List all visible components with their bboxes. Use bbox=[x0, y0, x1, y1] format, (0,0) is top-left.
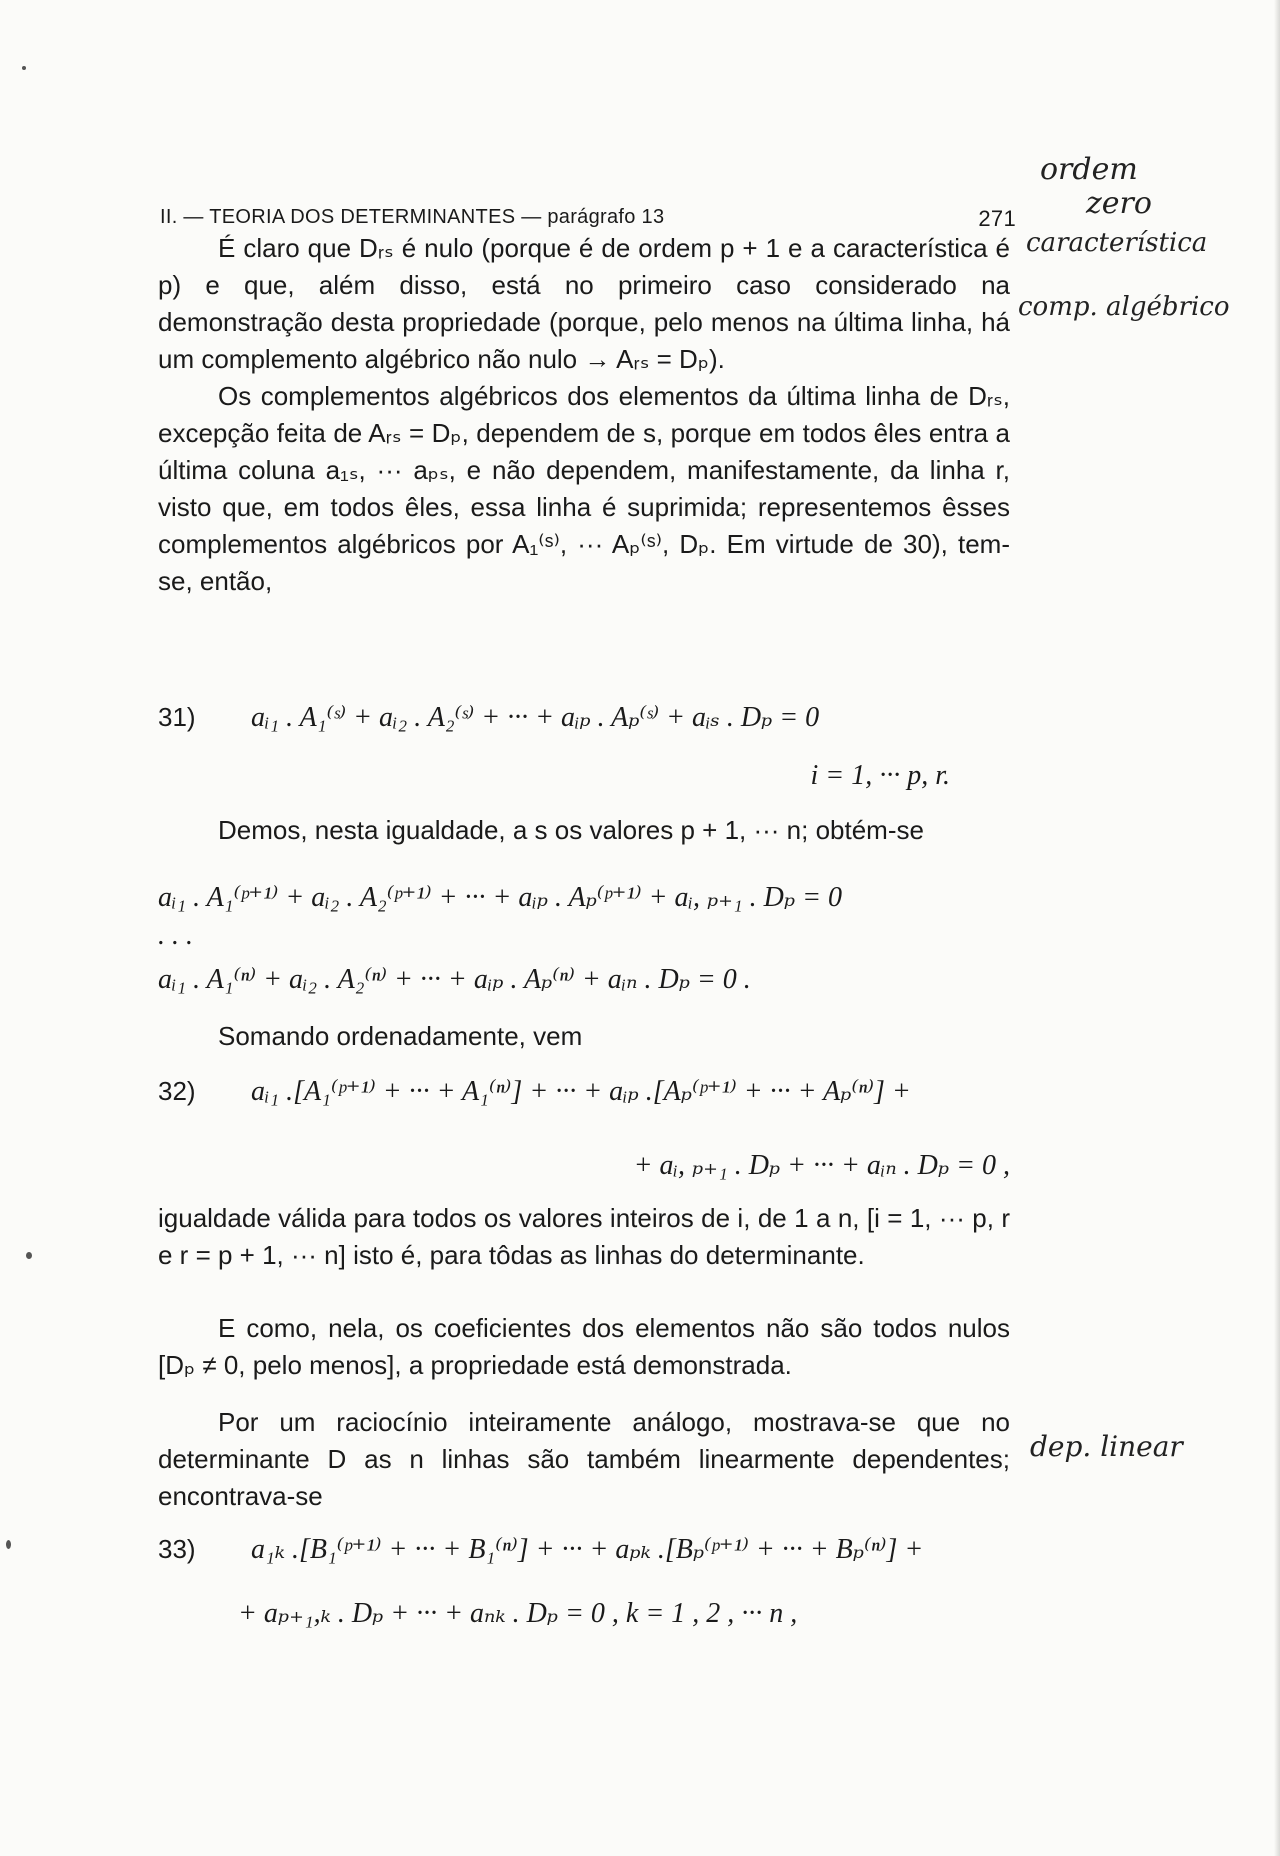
page-number: 271 bbox=[978, 206, 1016, 231]
page-edge-shadow bbox=[1274, 0, 1280, 1856]
equation-32-line1: aᵢ₁ .[A₁⁽ᵖ⁺¹⁾ + ··· + A₁⁽ⁿ⁾] + ··· + aᵢₚ .[Aₚ⁽ᵖ⁺¹⁾ + ··· + Aₚ⁽ⁿ⁾] + bbox=[251, 1076, 911, 1107]
equation-32-label: 32) bbox=[158, 1076, 196, 1106]
paragraph-6: E como, nela, os coeficientes dos elementos não são todos nulos [Dₚ ≠ 0, pelo menos], a propriedade está demonstrada. bbox=[158, 1313, 1010, 1380]
paragraph-4: Somando ordenadamente, vem bbox=[218, 1021, 583, 1051]
paragraph-2: Os complementos algébricos dos elementos da última linha de Dᵣₛ, excepção feita de Aᵣₛ = Dₚ, dependem de s, porque em todos êles entra a última coluna a₁ₛ, ··· aₚₛ, e não dependem, manifestamente, da linha r, visto que, em todos êles, essa linha é suprimida; representemos êsses complementos algébricos por A₁⁽ˢ⁾, ··· Aₚ⁽ˢ⁾, Dₚ. Em virtude de 30), tem-se, então, bbox=[158, 381, 1010, 596]
scan-speck bbox=[26, 1252, 32, 1259]
paragraph-7: Por um raciocínio inteiramente análogo, mostrava-se que no determinante D as n linhas são também linearmente dependentes; encontrava-se bbox=[158, 1407, 1010, 1511]
equation-31-body: aᵢ₁ . A₁⁽ˢ⁾ + aᵢ₂ . A₂⁽ˢ⁾ + ··· + aᵢₚ . Aₚ⁽ˢ⁾ + aᵢₛ . Dₚ = 0 bbox=[251, 702, 820, 733]
running-title: II. — TEORIA DOS DETERMINANTES — parágrafo 13 bbox=[160, 206, 665, 228]
equation-33 bbox=[158, 1532, 1010, 1566]
equation-series-last: aᵢ₁ . A₁⁽ⁿ⁾ + aᵢ₂ . A₂⁽ⁿ⁾ + ··· + aᵢₚ . Aₚ⁽ⁿ⁾ + aᵢₙ . Dₚ = 0 . bbox=[158, 964, 751, 995]
equation-33-label: 33) bbox=[158, 1534, 196, 1564]
equation-31 bbox=[158, 700, 1010, 734]
equation-31-label: 31) bbox=[158, 702, 196, 732]
equation-33-line2: + aₚ₊₁,ₖ . Dₚ + ··· + aₙₖ . Dₚ = 0 , k = 1 , 2 , ··· n , bbox=[238, 1598, 798, 1629]
paragraph-1: É claro que Dᵣₛ é nulo (porque é de ordem p + 1 e a característica é p) e que, além disso, está no primeiro caso considerado na demonstração desta propriedade (porque, pelo menos na última linha, há um complemento algébrico não nulo → Aᵣₛ = Dₚ). bbox=[158, 233, 1010, 374]
equation-series-dots: . . . bbox=[158, 920, 193, 951]
paragraph-5: igualdade válida para todos os valores inteiros de i, de 1 a n, [i = 1, ··· p, r e r = p + 1, ··· n] isto é, para tôdas as linhas do determinante. bbox=[158, 1203, 1010, 1270]
equation-series-first: aᵢ₁ . A₁⁽ᵖ⁺¹⁾ + aᵢ₂ . A₂⁽ᵖ⁺¹⁾ + ··· + aᵢₚ . Aₚ⁽ᵖ⁺¹⁾ + aᵢ, ₚ₊₁ . Dₚ = 0 bbox=[158, 882, 842, 913]
scan-speck bbox=[6, 1540, 11, 1549]
equation-32 bbox=[158, 1074, 1010, 1108]
paragraph-3: Demos, nesta igualdade, a s os valores p + 1, ··· n; obtém-se bbox=[218, 815, 924, 845]
margin-note-dep-linear: dep. linear bbox=[1030, 1430, 1183, 1463]
equation-32-line2: + aᵢ, ₚ₊₁ . Dₚ + ··· + aᵢₙ . Dₚ = 0 , bbox=[633, 1150, 1010, 1181]
margin-note-ordem: ordem bbox=[1040, 152, 1138, 187]
margin-note-zero: zero bbox=[1086, 186, 1152, 221]
equation-31-condition: i = 1, ··· p, r. bbox=[810, 760, 950, 791]
margin-note-caracteristica: característica bbox=[1026, 228, 1208, 258]
margin-note-complemento: comp. algébrico bbox=[1018, 292, 1230, 322]
equation-33-line1: a₁ₖ .[B₁⁽ᵖ⁺¹⁾ + ··· + B₁⁽ⁿ⁾] + ··· + aₚₖ .[Bₚ⁽ᵖ⁺¹⁾ + ··· + Bₚ⁽ⁿ⁾] + bbox=[251, 1534, 924, 1565]
scan-speck bbox=[22, 66, 26, 70]
